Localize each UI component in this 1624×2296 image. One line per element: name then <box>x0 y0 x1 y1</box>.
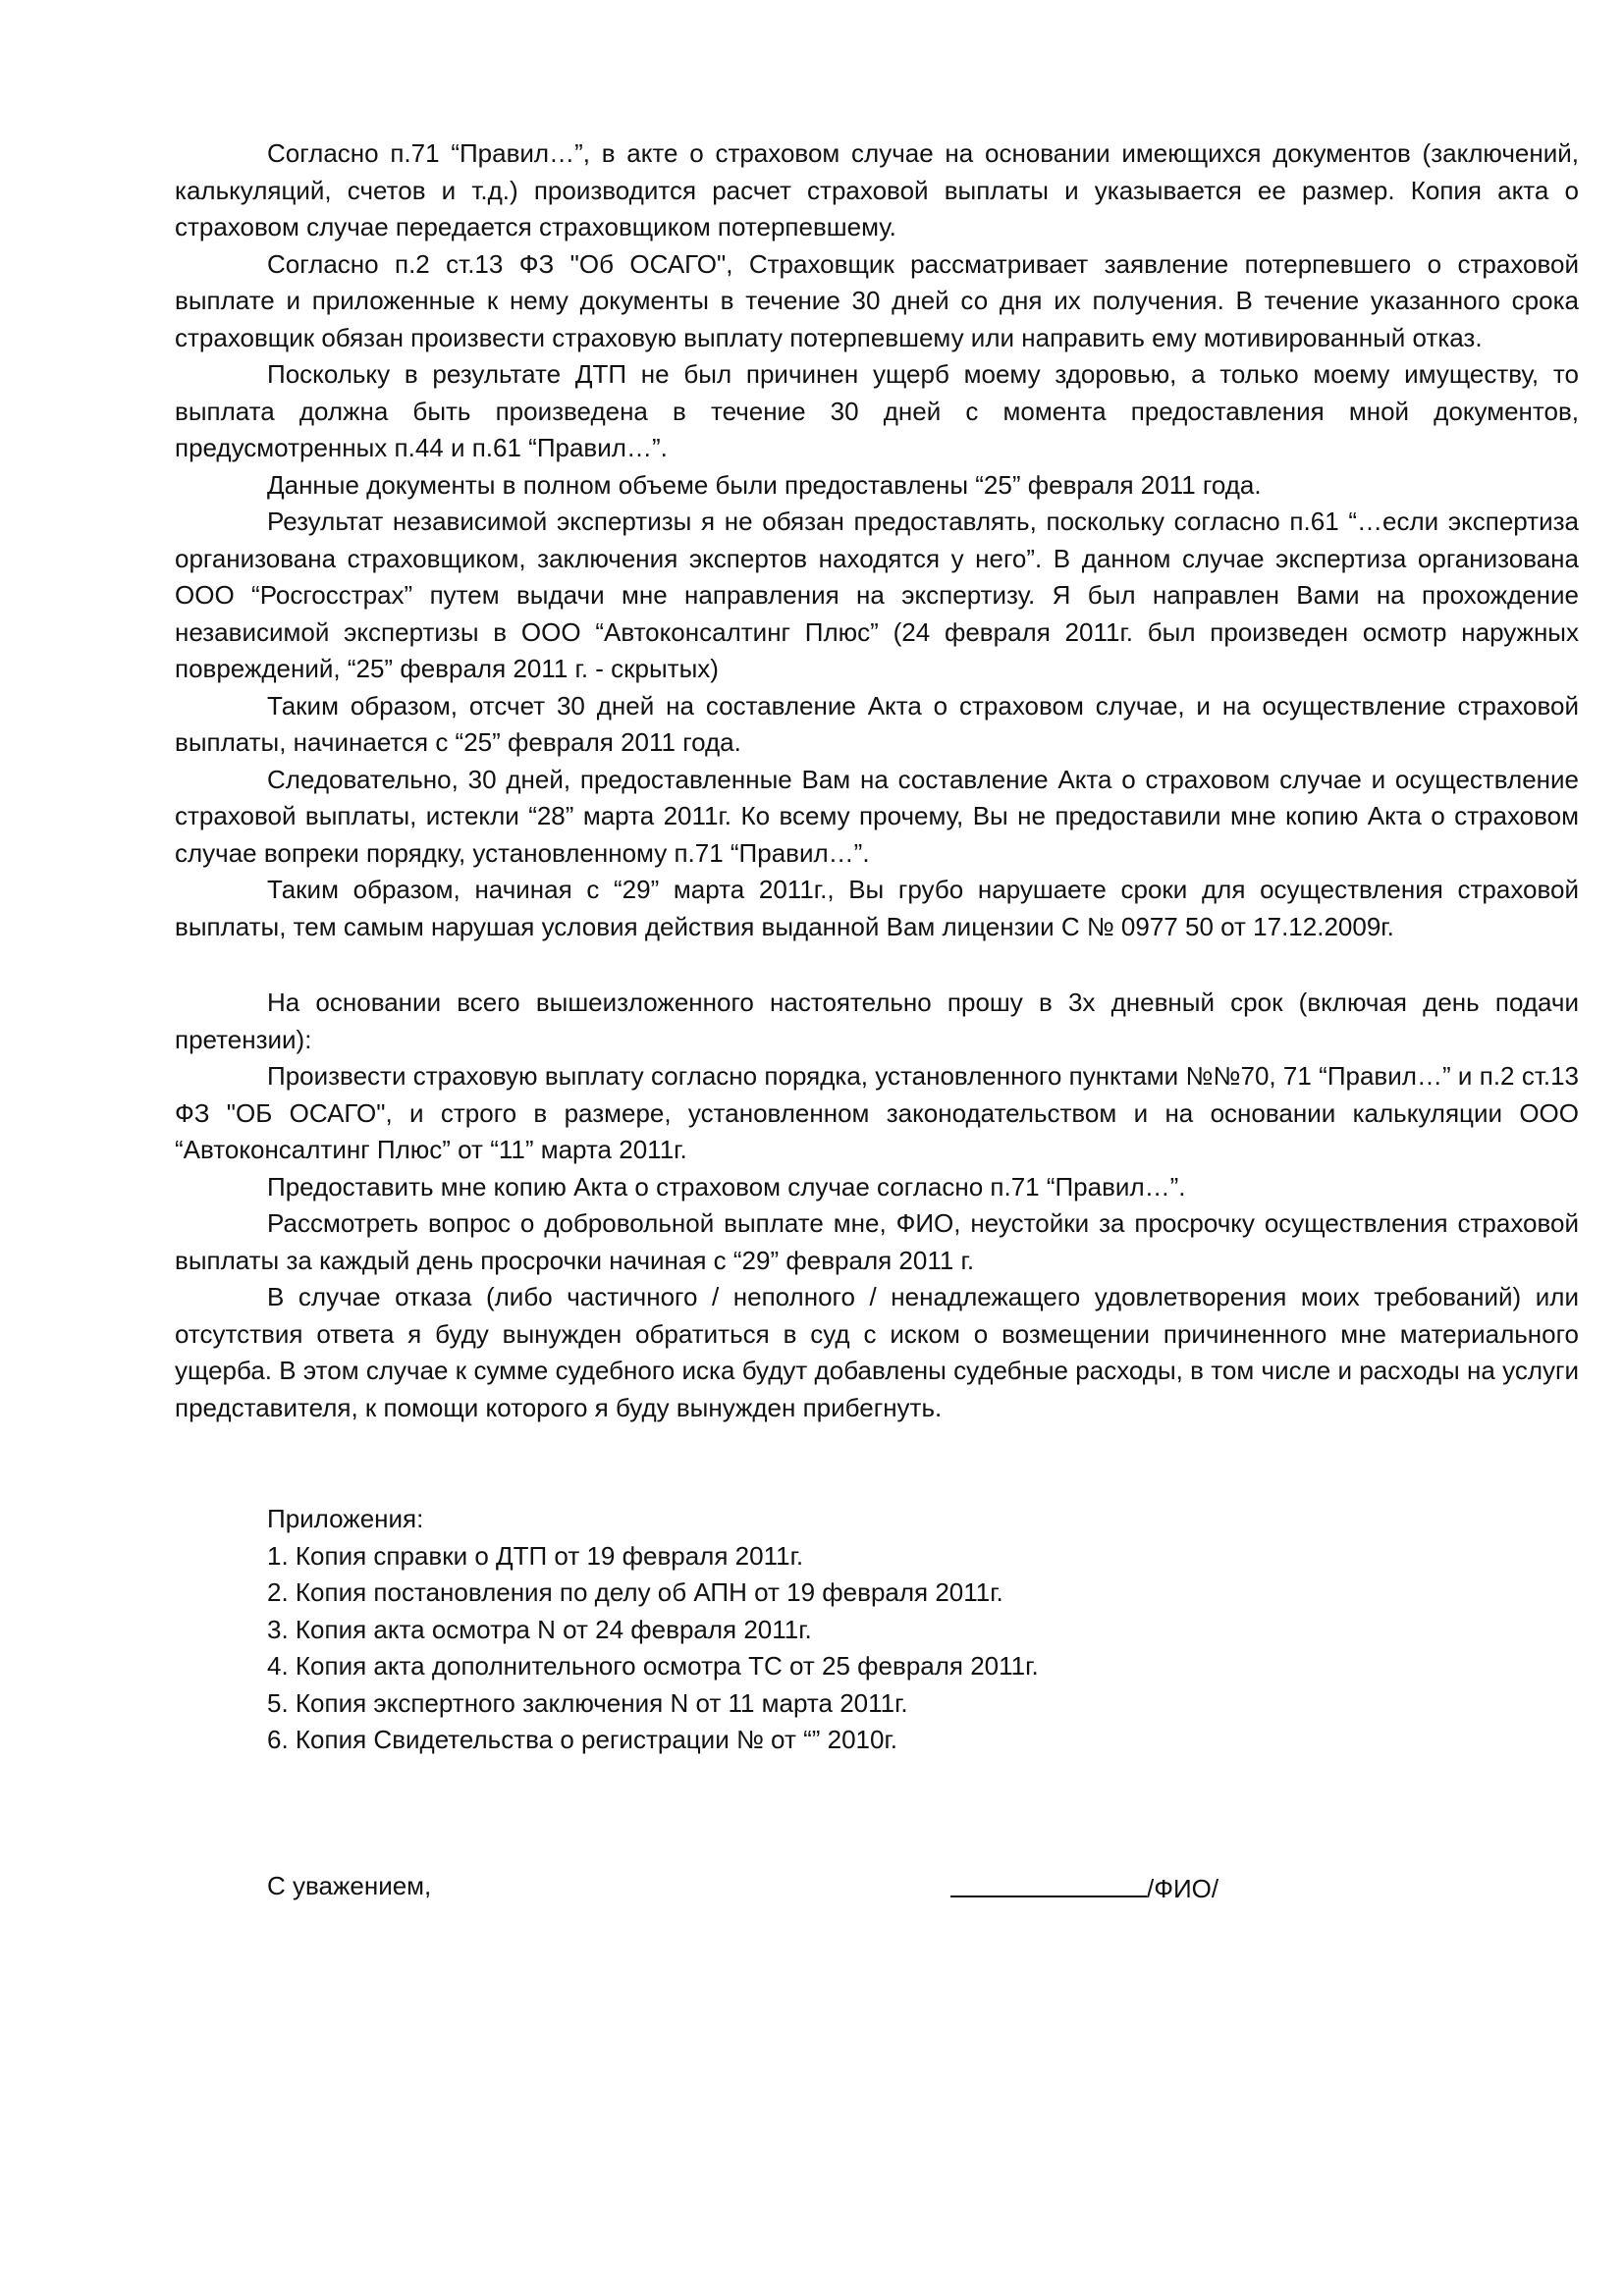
closing-phrase: С уважением, <box>267 1870 432 1900</box>
attachment-item: 4. Копия акта дополнительного осмотра ТС от 25 февраля 2011г. <box>267 1651 1039 1681</box>
letter-body <box>175 135 1579 1907</box>
spacer <box>175 1759 1579 1868</box>
request-item: Произвести страховую выплату согласно порядка, установленного пунктами №№70, 71 “Правил…” и п.2 ст.13 ФЗ "ОБ ОСАГО", и строго в размере, установленном законодательством и на основании калькуляции ООО “Автоконсалтинг Плюс” от “11” марта 2011г. <box>175 1061 1579 1164</box>
paragraph: Следовательно, 30 дней, предоставленные Вам на составление Акта о страховом случае и осуществление страховой выплаты, истекли “28” марта 2011г. Ко всему прочему, Вы не предоставили мне копию Акта о страховом случае вопреки порядку, установленному п.71 “Правил…”. <box>175 764 1579 868</box>
request-item: Предоставить мне копию Акта о страховом случае согласно п.71 “Правил…”. <box>267 1171 1186 1201</box>
paragraph: Таким образом, отсчет 30 дней на составление Акта о страховом случае, и на осуществление страховой выплаты, начинается с “25” февраля 2011 года. <box>175 690 1579 757</box>
attachment-item: 2. Копия постановления по делу об АПН от 19 февраля 2011г. <box>267 1577 1003 1607</box>
attachments-list <box>267 1501 1579 1759</box>
spacer <box>175 1426 1579 1501</box>
attachment-item: 1. Копия справки о ДТП от 19 февраля 2011г. <box>267 1540 804 1571</box>
signature-blank <box>950 1868 1147 1897</box>
paragraph: Согласно п.2 ст.13 ФЗ "Об ОСАГО", Страховщик рассматривает заявление потерпевшего о страховой выплате и приложенные к нему документы в течение 30 дней со дня их получения. В течение указанного срока страховщик обязан произвести страховую выплату потерпевшему или направить ему мотивированный отказ. <box>175 248 1579 352</box>
paragraph: Согласно п.71 “Правил…”, в акте о страховом случае на основании имеющихся документов (заключений, калькуляций, счетов и т.д.) производится расчет страховой выплаты и указывается ее размер. Копия акта о страховом случае передается страховщиком потерпевшему. <box>175 138 1579 241</box>
signer-name: /ФИО/ <box>1147 1873 1219 1903</box>
attachment-item: 3. Копия акта осмотра N от 24 февраля 2011г. <box>267 1614 812 1644</box>
paragraph: Данные документы в полном объеме были предоставлены “25” февраля 2011 года. <box>267 469 1262 500</box>
spacer <box>175 945 1579 985</box>
warning-paragraph: В случае отказа (либо частичного / неполного / ненадлежащего удовлетворения моих требований) или отсутствия ответа я буду вынужден обратиться в суд с иском о возмещении причиненного мне материального ущерба. В этом случае к сумме судебного иска будут добавлены судебные расходы, в том числе и расходы на услуги представителя, к помощи которого я буду вынужден прибегнуть. <box>175 1282 1579 1422</box>
request-intro: На основании всего вышеизложенного настоятельно прошу в 3х дневный срок (включая день подачи претензии): <box>175 988 1579 1054</box>
signature-block <box>175 1868 1579 1907</box>
signature-line <box>950 1868 1218 1908</box>
paragraph: Поскольку в результате ДТП не был причинен ущерб моему здоровью, а только моему имуществу, то выплата должна быть произведена в течение 30 дней с момента предоставления мной документов, предусмотренных п.44 и п.61 “Правил…”. <box>175 359 1579 462</box>
paragraph: Таким образом, начиная с “29” марта 2011г., Вы грубо нарушаете сроки для осуществления страховой выплаты, тем самым нарушая условия действия выданной Вам лицензии С № 0977 50 от 17.12.2009г. <box>175 875 1579 941</box>
paragraph: Результат независимой экспертизы я не обязан предоставлять, поскольку согласно п.61 “…если экспертиза организована страховщиком, заключения экспертов находятся у него”. В данном случае экспертиза организована ООО “Росгосстрах” путем выдачи мне направления на экспертизу. Я был направлен Вами на прохождение независимой экспертизы в ООО “Автоконсалтинг Плюс” (24 февраля 2011г. был произведен осмотр наружных повреждений, “25” февраля 2011 г. - скрытых) <box>175 507 1579 683</box>
attachment-item: 6. Копия Свидетельства о регистрации № от “” 2010г. <box>267 1725 897 1754</box>
attachment-item: 5. Копия экспертного заключения N от 11 марта 2011г. <box>267 1687 908 1718</box>
request-item: Рассмотреть вопрос о добровольной выплате мне, ФИО, неустойки за просрочку осуществления страховой выплаты за каждый день просрочки начиная с “29” февраля 2011 г. <box>175 1208 1579 1275</box>
attachments-heading: Приложения: <box>267 1504 424 1533</box>
